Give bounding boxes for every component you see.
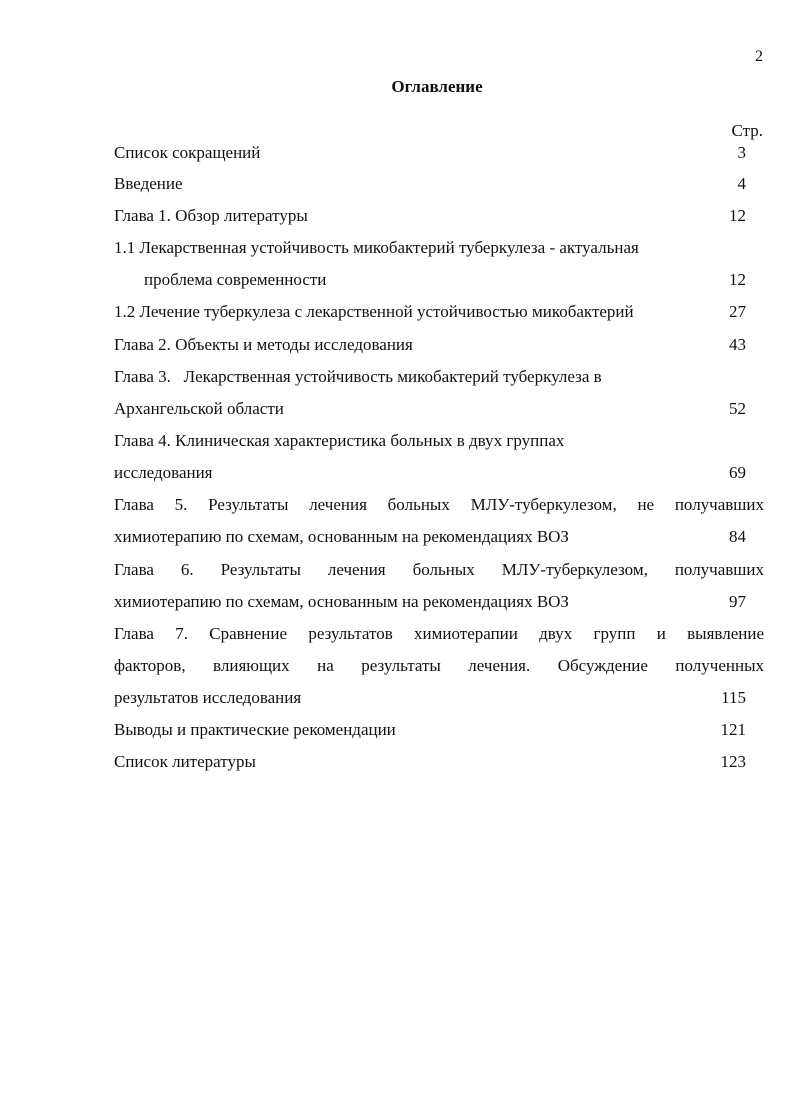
toc-entry-page: 27 (729, 302, 746, 321)
toc-entry-page: 121 (720, 720, 746, 739)
toc-entry-page: 115 (721, 688, 746, 707)
toc-entry (114, 429, 764, 453)
toc-entry (114, 558, 764, 582)
toc-entry-page: 43 (729, 335, 746, 354)
toc-entry-text: Глава 5. Результаты лечения больных МЛУ-туберкулезом, не получавших (114, 495, 764, 514)
toc-entry-text: химиотерапию по схемам, основанным на рекомендациях ВОЗ (114, 592, 569, 611)
toc-entry-text: Список литературы (114, 752, 256, 771)
toc-title: Оглавление (391, 77, 483, 96)
toc-entry-text: проблема современности (144, 270, 327, 289)
toc-entry (114, 750, 764, 774)
toc-entry-text: Архангельской области (114, 399, 284, 418)
toc-entry (114, 590, 764, 614)
toc-entry-page: 12 (729, 270, 746, 289)
toc-entry-page: 84 (729, 527, 746, 546)
toc-entry (114, 686, 764, 710)
toc-entry (114, 365, 764, 389)
toc-entry (114, 718, 764, 742)
toc-entry-page: 69 (729, 463, 746, 482)
toc-entry-text: 1.1 Лекарственная устойчивость микобактерий туберкулеза - актуальная (114, 238, 639, 257)
toc-entry (114, 461, 764, 485)
toc-entry-text: Глава 4. Клиническая характеристика больных в двух группах (114, 431, 565, 450)
page-number: 2 (755, 48, 763, 65)
toc-entry (114, 525, 764, 549)
toc-entry-page: 52 (729, 399, 746, 418)
toc-entry-text: Глава 7. Сравнение результатов химиотерапии двух групп и выявление (114, 624, 764, 643)
toc-entry-page: 4 (737, 174, 746, 193)
toc-entry-page: 97 (729, 592, 746, 611)
toc-entry-text: Глава 3. Лекарственная устойчивость микобактерий туберкулеза в (114, 367, 602, 386)
toc-entry-text: Глава 2. Объекты и методы исследования (114, 335, 413, 354)
toc-entry (114, 493, 764, 517)
toc-entry-text: Глава 1. Обзор литературы (114, 206, 308, 225)
page-column-header: Стр. (731, 121, 763, 140)
toc-entry-text: 1.2 Лечение туберкулеза с лекарственной устойчивостью микобактерий (114, 302, 634, 321)
toc-entry-text: химиотерапию по схемам, основанным на рекомендациях ВОЗ (114, 527, 569, 546)
toc-entry (114, 622, 764, 646)
toc-entry-page: 3 (737, 143, 746, 162)
toc-entry-text: Список сокращений (114, 143, 261, 162)
toc-entry-text: факторов, влияющих на результаты лечения. Обсуждение полученных (114, 656, 764, 675)
toc-entry-text: Введение (114, 174, 183, 193)
toc-entry-text: Глава 6. Результаты лечения больных МЛУ-туберкулезом, получавших (114, 560, 764, 579)
toc-entry (114, 333, 764, 357)
toc-entry (114, 654, 764, 678)
toc-entry-text: исследования (114, 463, 213, 482)
toc-entry (114, 204, 764, 228)
toc-entry (114, 172, 764, 196)
toc-entry (114, 397, 764, 421)
toc-entry-page: 12 (729, 206, 746, 225)
toc-entry (114, 268, 764, 292)
toc-entry-page: 123 (720, 752, 746, 771)
toc-entry-text: Выводы и практические рекомендации (114, 720, 396, 739)
toc-entry-text: результатов исследования (114, 688, 302, 707)
toc-entry (114, 236, 764, 260)
toc-entry (114, 300, 764, 324)
toc-entry (114, 141, 764, 165)
